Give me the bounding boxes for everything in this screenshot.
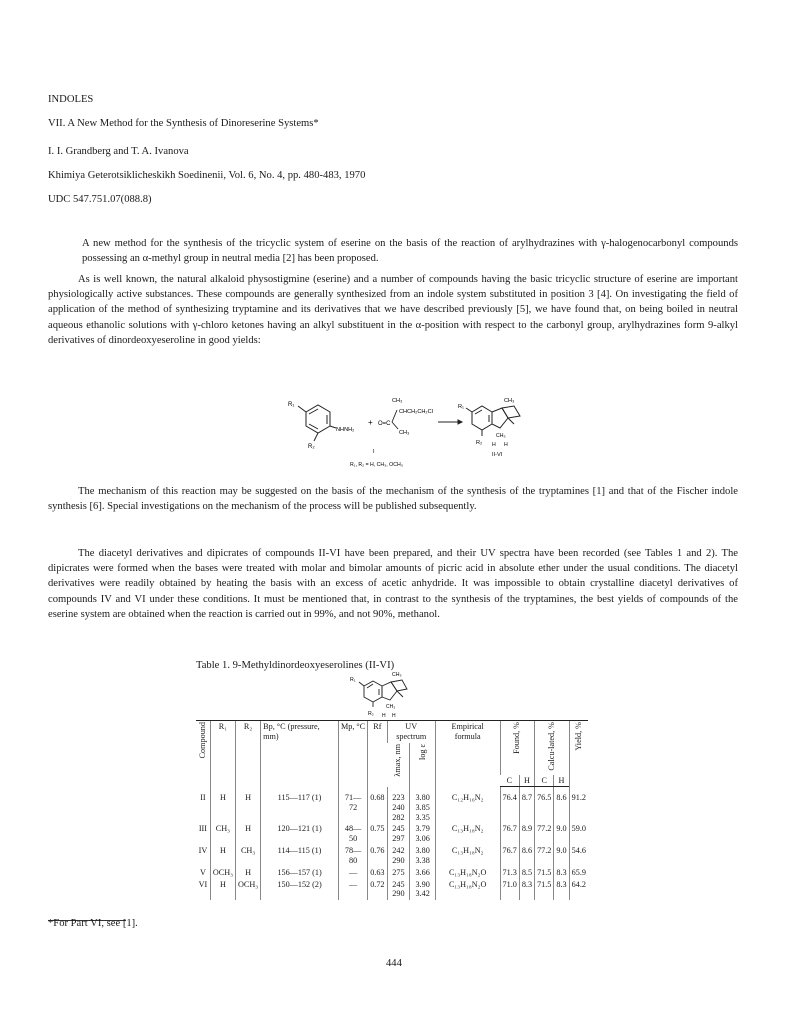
lambda-value: 290 — [392, 889, 405, 899]
product-ch3: CH₃ — [504, 398, 515, 404]
cell-mp: 71—72 — [338, 787, 367, 824]
table1-structure — [350, 668, 434, 720]
tricycle-structure — [466, 406, 520, 436]
cell-r2: H — [236, 787, 261, 824]
scheme-r2: R₂ — [308, 444, 315, 450]
th-yield-label: Yield, % — [573, 722, 583, 751]
cell-lambda — [387, 823, 410, 845]
cell-formula: C₁₂H₁₆N₂ — [435, 787, 500, 824]
authors: I. I. Grandberg and T. A. Ivanova — [48, 146, 189, 157]
table1-struct-ch3-bridge: CH₃ — [386, 704, 396, 710]
cell-compound: IV — [198, 846, 208, 856]
paragraph-mechanism — [48, 484, 738, 514]
scheme-chain: CHCH₂CH₂Cl — [399, 409, 433, 415]
paragraph-intro-text: As is well known, the natural alkaloid physostigmine (eserine) and a number of compounds having the basic tricyclic structure of eserine are important physiologically active substances. These compounds are generally synthesized from an indole system substituted in position 3 [4]. On investigating the field of application of the method of synthesizing tryptamine and its derivatives that we have described previously [5], we have found that, on being boiled in neutral aqueous ethanolic solutions with γ-chloro ketones having an alkyl substituent in the α-position with respect to the carbonyl group, arylhydrazines form 9-alkyl derivatives of dinordeoxyeseroline in good yields: — [48, 274, 738, 346]
cell-r2: OCH₃ — [236, 879, 261, 901]
cell-calc-h: 9.0 — [554, 845, 569, 867]
cell-r1: H — [210, 787, 235, 824]
cell-compound: VI — [198, 879, 208, 889]
scheme-r1: R₁ — [288, 402, 295, 408]
table-row — [196, 879, 588, 901]
cell-calc-c: 77.2 — [535, 823, 554, 845]
cell-rf: 0.76 — [368, 845, 387, 867]
loge-value: 3.85 — [415, 802, 430, 812]
cell-rf: 0.72 — [368, 879, 387, 901]
cell-calc-c: 71.5 — [535, 879, 554, 901]
cell-bp: 120—121 (1) — [261, 823, 339, 845]
lambda-value: 245 — [392, 824, 405, 834]
th-found-h: H — [519, 775, 534, 787]
cell-r2: CH₃ — [236, 845, 261, 867]
cell-r1: CH₃ — [210, 823, 235, 845]
th-found-label: Found, % — [512, 722, 522, 754]
th-yield — [569, 721, 588, 787]
cell-lambda — [387, 879, 410, 901]
paragraph-mechanism-text: The mechanism of this reaction may be suggested on the basis of the mechanism of the synthesis of the tryptamines [1] and that of the Fischer indole synthesis [6]. Special investigations on the mechanism of the process will be published subsequently. — [48, 486, 738, 513]
th-loge-label: log ε — [417, 743, 427, 760]
cell-formula: C₁₃H₁₈N₂ — [435, 823, 500, 845]
th-compound-label: Compound — [198, 722, 207, 759]
table1-struct-r2: R₂ — [368, 711, 374, 717]
loge-value: 3.80 — [415, 846, 430, 856]
th-mp: Mp, °C — [338, 721, 367, 787]
table1-struct-ch3: CH₃ — [392, 672, 402, 678]
cell-formula: C₁₃H₁₈N₂O — [435, 879, 500, 901]
cell-loge — [410, 823, 436, 845]
cell-found-c: 76.4 — [500, 787, 519, 824]
cell-calc-h: 8.3 — [554, 879, 569, 901]
cell-found-h: 8.5 — [519, 867, 534, 879]
th-found-c: C — [500, 775, 519, 787]
cell-calc-c: 71.5 — [535, 867, 554, 879]
cell-bp: 156—157 (1) — [261, 867, 339, 879]
lambda-value: 240 — [392, 802, 405, 812]
th-formula: Empirical formula — [435, 721, 500, 787]
cell-compound: III — [198, 824, 208, 834]
cell-rf: 0.68 — [368, 787, 387, 824]
cell-found-h: 8.7 — [519, 787, 534, 824]
cell-compound: II — [200, 792, 206, 802]
cell-rf: 0.63 — [368, 867, 387, 879]
table1 — [196, 720, 588, 900]
cell-r1: H — [210, 879, 235, 901]
table1-tricycle — [359, 680, 407, 707]
paragraph-derivatives-text: The diacetyl derivatives and dipicrates of compounds II-VI have been prepared, and their UV spectra have been recorded (see Tables 1 and 2). The dipicrates were formed when the bases were treated with molar and bimolar amounts of picric acid in absolute ether under the usual conditions. The diacetyl derivatives were readily obtained by heating the basis with an excess of acetic anhydride. It was impossible to obtain crystalline diacetyl derivatives of compounds IV and VI under these conditions. It must be mentioned that, in contrast to the synthesis of the tryptamines, the best yields of compounds of the eserine system are obtained when the reaction is carried out in 99%, and not 90%, methanol. — [48, 548, 738, 620]
table1-struct-h2: H — [392, 713, 396, 719]
lambda-value: 282 — [392, 812, 405, 822]
th-calc-c: C — [535, 775, 554, 787]
loge-value: 3.38 — [415, 855, 430, 865]
cell-found-c: 76.7 — [500, 823, 519, 845]
lambda-value: 275 — [392, 867, 405, 877]
paragraph-derivatives — [48, 546, 738, 622]
cell-loge — [410, 787, 436, 824]
loge-value: 3.66 — [415, 867, 430, 877]
ketone-bonds — [392, 410, 398, 429]
benzene-ring-structure — [298, 405, 336, 441]
cell-found-c: 71.0 — [500, 879, 519, 901]
cell-formula: C₁₃H₁₈N₂O — [435, 867, 500, 879]
cell-r1: OCH₃ — [210, 867, 235, 879]
reaction-scheme — [280, 390, 530, 474]
loge-value: 3.79 — [415, 824, 430, 834]
loge-value: 3.42 — [415, 889, 430, 899]
th-lambda — [387, 743, 410, 787]
lambda-value: 297 — [392, 834, 405, 844]
cell-lambda — [387, 867, 410, 879]
th-r2: R₂ — [236, 721, 261, 787]
cell-found-c: 71.3 — [500, 867, 519, 879]
th-lambda-label: λmax, nm — [393, 743, 403, 777]
cell-loge — [410, 845, 436, 867]
th-loge — [410, 743, 436, 787]
cell-found-h: 8.6 — [519, 845, 534, 867]
scheme-plus: + — [368, 418, 373, 427]
table1-struct-h1: H — [382, 713, 386, 719]
loge-value: 3.06 — [415, 834, 430, 844]
loge-value: 3.90 — [415, 879, 430, 889]
table-row — [196, 787, 588, 824]
cell-loge — [410, 867, 436, 879]
lambda-value: 290 — [392, 855, 405, 865]
product-r1: R₁ — [458, 404, 464, 410]
loge-value: 3.80 — [415, 792, 430, 802]
cell-yield: 59.0 — [569, 823, 588, 845]
lambda-value: 245 — [392, 879, 405, 889]
cell-lambda — [387, 787, 410, 824]
th-compound — [196, 721, 210, 787]
scheme-ch3-bottom: CH₃ — [399, 430, 410, 436]
scheme-nhnh2: NHNH₂ — [336, 427, 355, 433]
cell-yield: 54.6 — [569, 845, 588, 867]
th-bp: Bp, °C (pressure, mm) — [261, 721, 339, 787]
table1-body — [196, 787, 588, 900]
cell-lambda — [387, 845, 410, 867]
cell-calc-c: 77.2 — [535, 845, 554, 867]
cell-rf: 0.75 — [368, 823, 387, 845]
cell-loge — [410, 879, 436, 901]
cell-calc-h: 9.0 — [554, 823, 569, 845]
product-nh: H — [492, 442, 496, 448]
table-row — [196, 867, 588, 879]
th-calc-label: Calcu-lated, % — [546, 722, 556, 771]
cell-bp: 115—117 (1) — [261, 787, 339, 824]
cell-bp: 114—115 (1) — [261, 845, 339, 867]
scheme-label-2: II-VI — [492, 452, 503, 458]
th-rf: Rf — [368, 721, 387, 787]
table1-caption: Table 1. 9-Methyldinordeoxyeserolines (II-VI) — [196, 660, 395, 671]
page-number: 444 — [386, 958, 402, 969]
cell-yield: 64.2 — [569, 879, 588, 901]
scheme-ch3-top: CH₃ — [392, 398, 403, 404]
table-row — [196, 823, 588, 845]
cell-mp: 78—80 — [338, 845, 367, 867]
table1-struct-r1: R₁ — [350, 677, 356, 683]
cell-r2: H — [236, 867, 261, 879]
cell-calc-h: 8.6 — [554, 787, 569, 824]
cell-mp: — — [338, 867, 367, 879]
abstract: A new method for the synthesis of the tricyclic system of eserine on the basis of the reaction of arylhydrazines with γ-halogenocarbonyl compounds possessing an α-methyl group in neutral media [2] has been proposed. — [82, 238, 738, 265]
series-title: INDOLES — [48, 94, 94, 105]
cell-bp: 150—152 (2) — [261, 879, 339, 901]
cell-yield: 91.2 — [569, 787, 588, 824]
th-uv: UV spectrum — [387, 721, 435, 743]
cell-r1: H — [210, 845, 235, 867]
lambda-value: 223 — [392, 792, 405, 802]
th-calc-h: H — [554, 775, 569, 787]
product-r2: R₂ — [476, 440, 483, 446]
footnote: *For Part VI, see [1]. — [48, 918, 138, 929]
cell-compound: V — [199, 867, 206, 877]
cell-mp: 48—50 — [338, 823, 367, 845]
paragraph-intro — [48, 272, 738, 348]
cell-found-h: 8.3 — [519, 879, 534, 901]
cell-found-h: 8.9 — [519, 823, 534, 845]
cell-mp: — — [338, 879, 367, 901]
cell-formula: C₁₃H₁₈N₂ — [435, 845, 500, 867]
scheme-substituents: R₁, R₂ = H, CH₃, OCH₃ — [350, 462, 403, 468]
lambda-value: 242 — [392, 846, 405, 856]
udc-code: UDC 547.751.07(088.8) — [48, 194, 152, 205]
table-row — [196, 845, 588, 867]
cell-calc-h: 8.3 — [554, 867, 569, 879]
th-found — [500, 721, 535, 775]
cell-r2: H — [236, 823, 261, 845]
cell-yield: 65.9 — [569, 867, 588, 879]
article-title: VII. A New Method for the Synthesis of Dinoreserine Systems* — [48, 118, 319, 129]
product-h: H — [504, 442, 508, 448]
th-calc — [535, 721, 570, 775]
cell-calc-c: 76.5 — [535, 787, 554, 824]
th-r1: R₁ — [210, 721, 235, 787]
product-ch3-bridge: CH₃ — [496, 433, 506, 439]
reaction-arrow — [438, 420, 462, 424]
cell-found-c: 76.7 — [500, 845, 519, 867]
loge-value: 3.35 — [415, 812, 430, 822]
scheme-oc: O=C — [378, 421, 391, 427]
scheme-label-1: I — [373, 449, 375, 455]
journal-source: Khimiya Geterotsiklicheskikh Soedinenii, Vol. 6, No. 4, pp. 480-483, 1970 — [48, 170, 366, 181]
